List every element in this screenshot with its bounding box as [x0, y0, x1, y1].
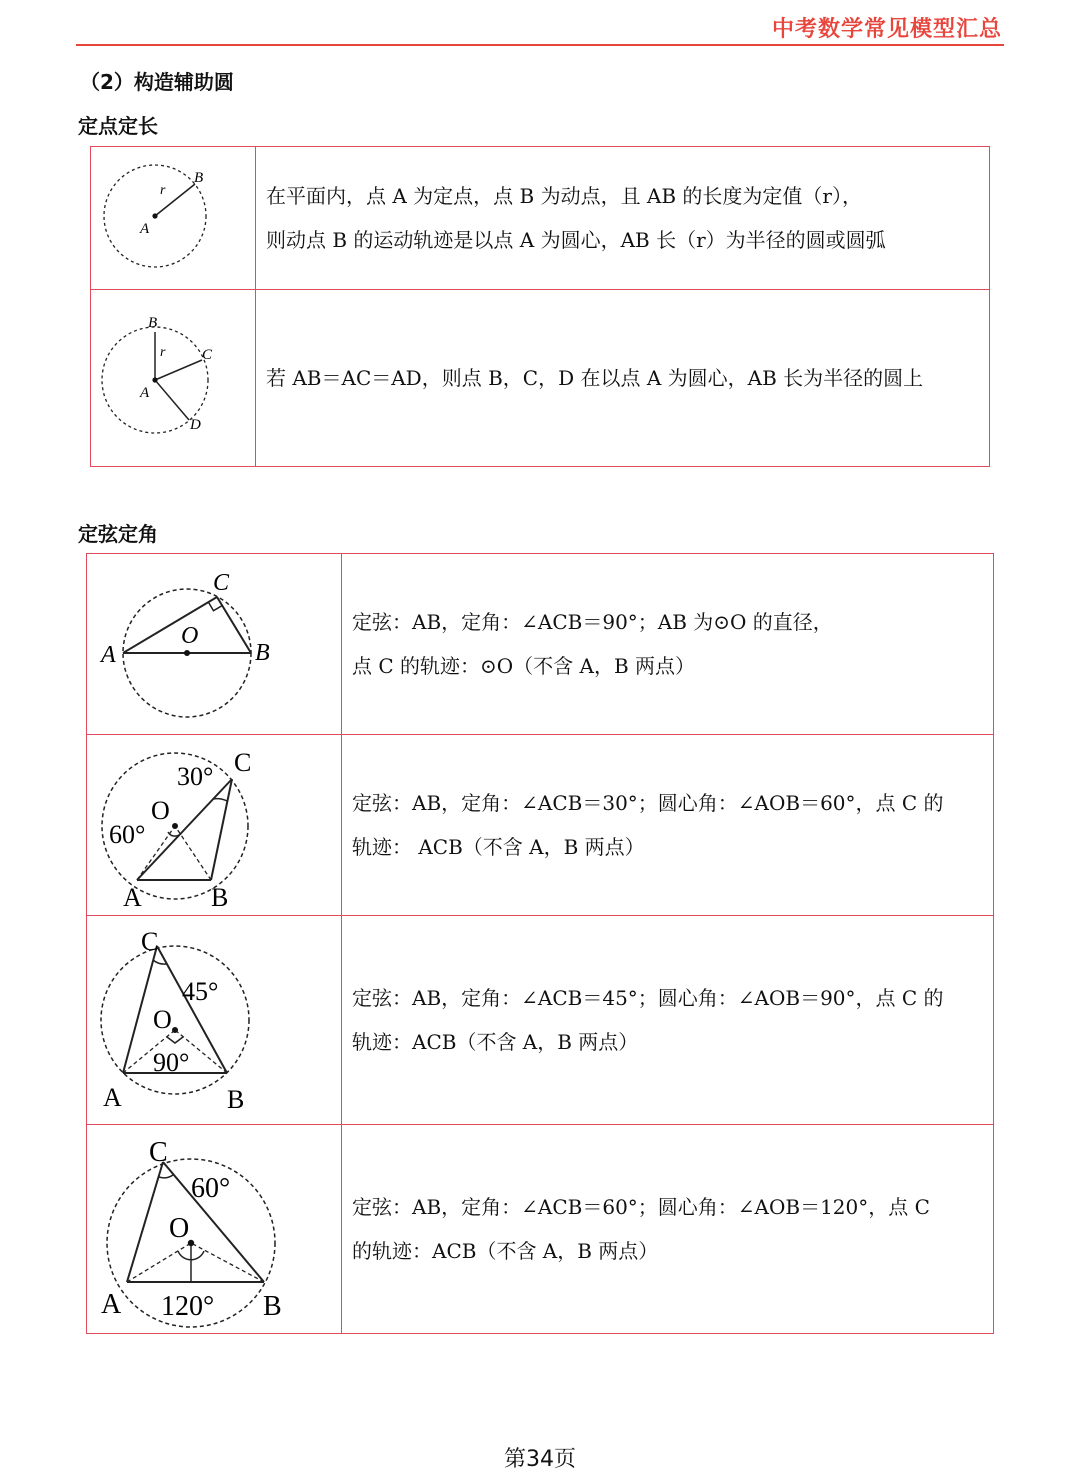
label-b: B — [227, 1085, 245, 1114]
thirty-degree-figure — [87, 735, 341, 911]
description-line: 轨迹： ACB（不含 A，B 两点） — [352, 835, 645, 859]
label-b: B — [255, 640, 270, 666]
segment-ac — [137, 779, 232, 880]
label-c: C — [149, 1137, 168, 1168]
table-row — [87, 735, 994, 916]
label-a: A — [140, 221, 150, 237]
segment-bc — [211, 779, 232, 880]
label-c: C — [213, 570, 230, 596]
angle-label-c: 60° — [191, 1173, 231, 1204]
label-a: A — [140, 385, 150, 401]
label-c: C — [234, 748, 252, 777]
description-line: 的轨迹：ACB（不含 A，B 两点） — [352, 1239, 659, 1263]
label-c: C — [202, 347, 213, 363]
description-line: 点 C 的轨迹：⊙O（不含 A，B 两点） — [352, 654, 696, 678]
section-heading: （2）构造辅助圆 — [80, 70, 234, 94]
label-o: O — [151, 796, 170, 825]
center-point — [172, 1027, 178, 1033]
label-a: A — [103, 1083, 122, 1112]
radius-ad — [155, 380, 189, 420]
label-o: O — [181, 623, 199, 649]
label-b: B — [194, 170, 204, 186]
description-line: 定弦：AB，定角：∠ACB＝90°；AB 为⊙O 的直径， — [352, 610, 833, 634]
label-b: B — [263, 1291, 282, 1322]
label-o: O — [153, 1005, 172, 1034]
description-line: 在平面内，点 A 为定点，点 B 为动点，且 AB 的长度为定值（r）， — [266, 184, 862, 208]
label-c: C — [141, 927, 159, 956]
figure-cell — [87, 735, 342, 916]
angle-label-c: 30° — [177, 762, 214, 791]
table-row — [87, 1125, 994, 1334]
angle-label-o: 60° — [109, 820, 146, 849]
figure-cell — [87, 916, 342, 1125]
center-point — [172, 823, 178, 829]
angle-label-c: 45° — [182, 977, 219, 1006]
description-cell — [342, 554, 994, 735]
angle-label-o: 120° — [161, 1291, 215, 1322]
forty-five-degree-figure — [87, 916, 341, 1120]
description-line: 定弦：AB，定角：∠ACB＝30°；圆心角：∠AOB＝60°，点 C 的 — [352, 791, 944, 815]
circle-radius-figure — [91, 147, 255, 285]
figure-cell — [87, 554, 342, 735]
fixed-length-heading: 定点定长 — [78, 114, 158, 138]
label-r: r — [160, 183, 166, 198]
label-b: B — [148, 315, 158, 331]
description-line: 轨迹：ACB（不含 A，B 两点） — [352, 1030, 639, 1054]
label-a: A — [101, 1289, 122, 1320]
radius-ac — [155, 360, 202, 380]
center-point — [152, 377, 157, 382]
header-title: 中考数学常见模型汇总 — [771, 17, 1002, 42]
description-cell — [256, 147, 990, 290]
description-cell — [342, 916, 994, 1125]
fixed-chord-table — [86, 553, 994, 1334]
table-row — [91, 147, 990, 290]
page-number: 第34页 — [504, 1447, 576, 1472]
segment-bc — [217, 597, 251, 653]
label-a: A — [101, 642, 116, 668]
sixty-degree-figure — [87, 1125, 341, 1329]
segment-ac — [123, 946, 157, 1073]
center-point — [184, 650, 190, 656]
right-angle-mark — [167, 1037, 183, 1043]
description-line: 定弦：AB，定角：∠ACB＝60°；圆心角：∠AOB＝120°，点 C — [352, 1195, 930, 1219]
description-cell — [342, 735, 994, 916]
description-cell — [256, 290, 990, 467]
fixed-length-table — [90, 146, 990, 467]
center-point — [152, 213, 157, 218]
label-r: r — [160, 345, 166, 360]
description-line: 定弦：AB，定角：∠ACB＝45°；圆心角：∠AOB＝90°，点 C 的 — [352, 986, 944, 1010]
figure-cell — [87, 1125, 342, 1334]
segment-ac — [123, 597, 217, 653]
radius-ob — [191, 1243, 264, 1282]
angle-label-o: 90° — [153, 1048, 190, 1077]
table-row — [87, 916, 994, 1125]
header-rule — [76, 44, 1004, 46]
figure-cell — [91, 290, 256, 467]
description-line: 若 AB＝AC＝AD，则点 B，C，D 在以点 A 为圆心，AB 长为半径的圆上 — [266, 366, 924, 390]
fixed-chord-heading: 定弦定角 — [78, 522, 158, 546]
table-row — [91, 290, 990, 467]
figure-cell — [91, 147, 256, 290]
description-line: 则动点 B 的运动轨迹是以点 A 为圆心，AB 长（r）为半径的圆或圆弧 — [266, 228, 886, 252]
angle-arc-c — [159, 1175, 173, 1178]
table-row — [87, 554, 994, 735]
label-a: A — [123, 883, 142, 911]
label-d: D — [190, 417, 201, 433]
label-o: O — [169, 1213, 190, 1244]
description-cell — [342, 1125, 994, 1334]
equal-radii-figure — [91, 290, 255, 462]
label-b: B — [211, 883, 229, 911]
right-angle-figure — [87, 554, 341, 730]
angle-arc-c — [213, 799, 227, 801]
